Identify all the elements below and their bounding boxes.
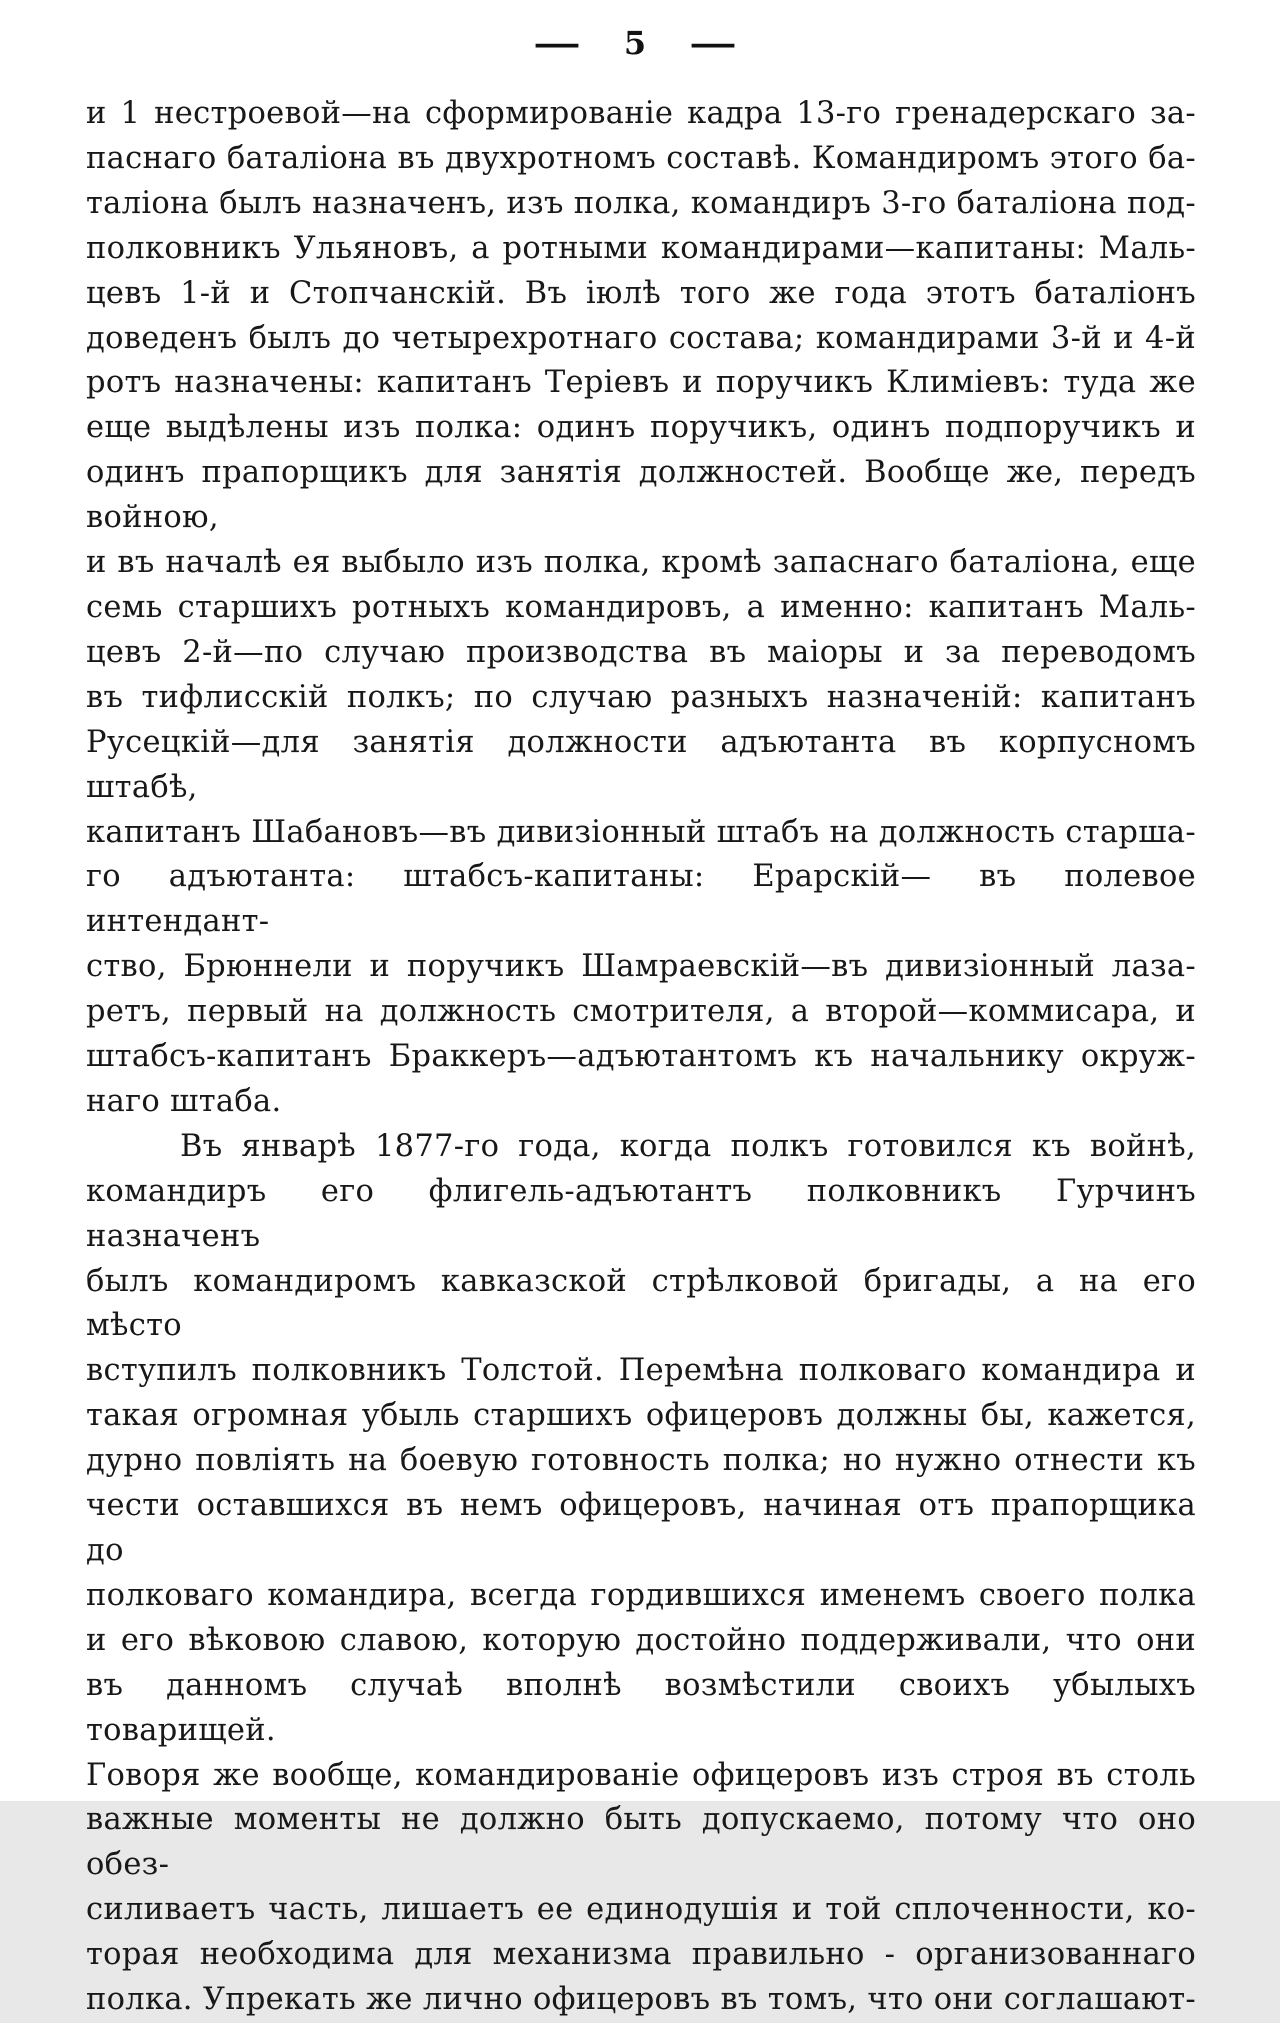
text-line-5: цевъ 1-й и Стопчанскій. Въ іюлѣ того же года этотъ баталіонъ [86,275,1196,311]
text-line-34: торая необходима для механизма правильно - организованнаго [86,1937,1196,1973]
text-line-8: еще выдѣлены изъ полка: одинъ поручикъ, одинъ подпоручикъ и [86,410,1196,446]
text-line-24: вступилъ полковникъ Толстой. Перемѣна полковаго командира и [86,1353,1196,1389]
text-line-30: въ данномъ случаѣ вполнѣ возмѣстили своихъ убылыхъ товарищей. [86,1667,1196,1748]
text-line-29: и его вѣковою славою, которую достойно поддерживали, что они [86,1622,1196,1658]
text-line-9: одинъ прапорщикъ для занятія должностей. Вообще же, передъ войною, [86,455,1196,536]
text-line-19: штабсъ-капитанъ Браккеръ—адъютантомъ къ начальнику окруж- [86,1039,1196,1075]
text-line-32: важные моменты не должно быть допускаемо, потому что оно обез- [86,1802,1196,1883]
text-line-33: силиваетъ часть, лишаетъ ее единодушія и той сплоченности, ко- [86,1892,1196,1928]
text-line-12: цевъ 2-й—по случаю производства въ маіоры и за переводомъ [86,634,1196,670]
text-line-2: паснаго баталіона въ двухротномъ составѣ. Командиромъ этого ба- [86,140,1196,176]
text-line-15: капитанъ Шабановъ—въ дивизіонный штабъ на должность старша- [86,814,1196,850]
text-line-4: полковникъ Ульяновъ, а ротными командирами—капитаны: Маль- [86,230,1196,266]
text-line-35: полка. Упрекать же лично офицеровъ въ томъ, что они соглашают- [86,1982,1196,2018]
text-line-16: го адъютанта: штабсъ-капитаны: Ерарскій— въ полевое интендант- [86,859,1196,940]
text-line-6: доведенъ былъ до четырехротнаго состава; командирами 3-й и 4-й [86,320,1196,356]
text-line-31: Говоря же вообще, командированіе офицеровъ изъ строя въ столь [86,1757,1196,1793]
body-text [86,92,1196,2023]
text-line-18: ретъ, первый на должность смотрителя, а второй—коммисара, и [86,994,1196,1030]
text-line-21: Въ январѣ 1877-го года, когда полкъ готовился къ войнѣ, [180,1128,1196,1164]
text-line-1: и 1 нестроевой—на сформированіе кадра 13-го гренадерскаго за- [86,96,1196,131]
text-line-14: Русецкій—для занятія должности адъютанта въ корпусномъ штабѣ, [86,724,1196,805]
text-line-25: такая огромная убыль старшихъ офицеровъ должны бы, кажется, [86,1398,1196,1434]
header-right-dash: — [689,24,738,62]
text-line-17: ство, Брюннели и поручикъ Шамраевскій—въ дивизіонный лаза- [86,949,1196,985]
page-number: 5 [623,24,647,62]
text-line-27: чести оставшихся въ немъ офицеровъ, начиная отъ прапорщика до [86,1488,1196,1568]
header-left-dash: — [532,24,581,62]
text-line-26: дурно повліять на боевую готовность полка; но нужно отнести къ [86,1443,1196,1479]
text-line-3: таліона былъ назначенъ, изъ полка, командиръ 3-го баталіона под- [86,185,1196,221]
page-header [0,24,1270,62]
text-line-7: ротъ назначены: капитанъ Теріевъ и поручикъ Климіевъ: туда же [86,365,1196,401]
text-line-23: былъ командиромъ кавказской стрѣлковой бригады, а на его мѣсто [86,1263,1196,1344]
text-line-13: въ тифлисскій полкъ; по случаю разныхъ назначеній: капитанъ [86,679,1196,715]
text-line-11: семь старшихъ ротныхъ командировъ, а именно: капитанъ Маль- [86,589,1196,625]
text-line-22: командиръ его флигель-адъютантъ полковникъ Гурчинъ назначенъ [86,1173,1196,1254]
text-line-20: наго штаба. [86,1083,282,1119]
text-line-28: полковаго командира, всегда гордившихся именемъ своего полка [86,1577,1196,1613]
text-line-10: и въ началѣ ея выбыло изъ полка, кромѣ запаснаго баталіона, еще [86,545,1196,581]
